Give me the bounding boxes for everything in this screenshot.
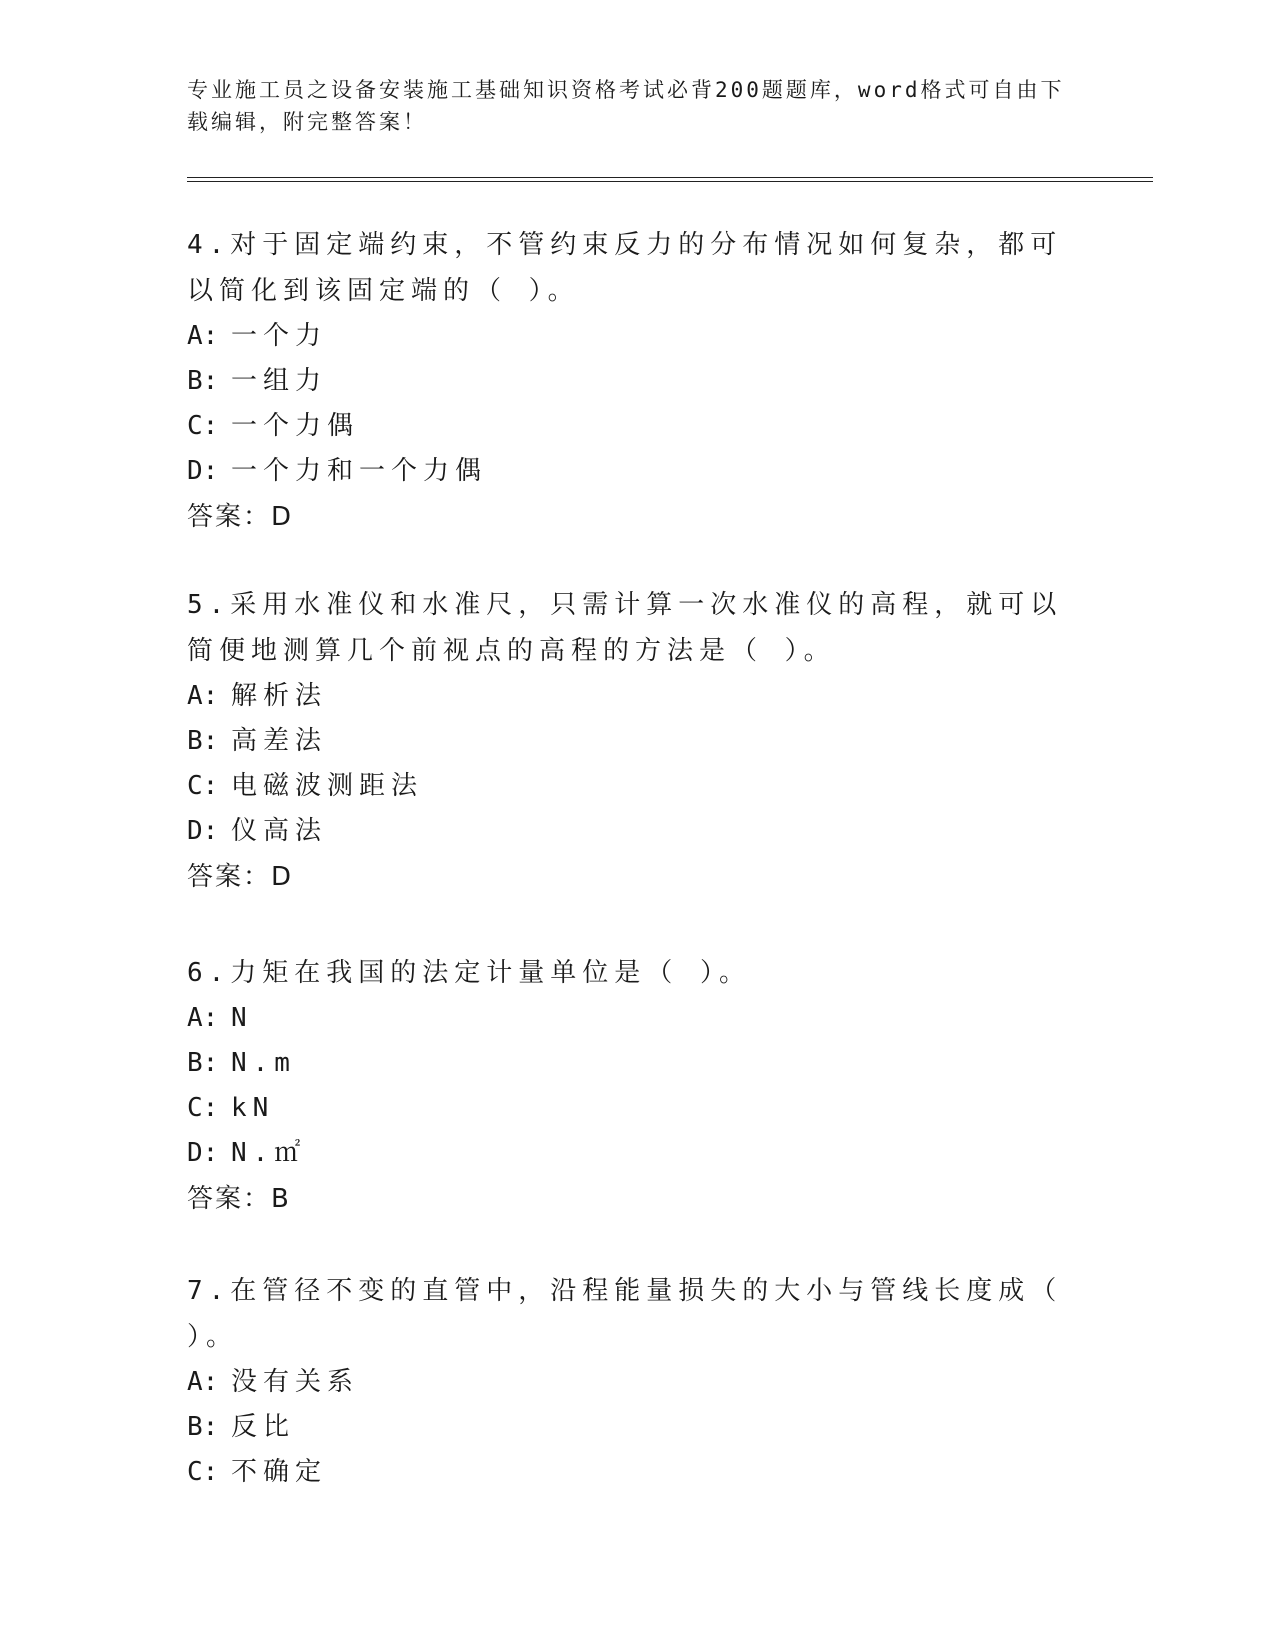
option-a [187,996,1067,1041]
option-a [187,1360,1067,1405]
option-c [187,1086,1067,1131]
option-letter: C: [187,771,219,801]
option-text: 一个力 [231,321,328,351]
question-stem: 6.力矩在我国的法定计量单位是（ ）。 [187,958,751,988]
answer-line: 答案：D [187,502,294,532]
document-header [187,74,1067,138]
question-6 [187,950,1067,1222]
option-d [187,449,1067,494]
option-letter: B: [187,1412,219,1442]
option-b [187,359,1067,404]
option-d [187,1131,1067,1176]
option-letter: B: [187,1048,219,1078]
option-letter: A: [187,681,219,711]
question-7 [187,1268,1067,1495]
option-d [187,809,1067,854]
question-stem: 5.采用水准仪和水准尺，只需计算一次水准仪的高程，就可以简便地测算几个前视点的高程的方法是（ ）。 [187,590,1063,666]
option-letter: C: [187,1093,219,1123]
option-text: 一个力和一个力偶 [231,456,488,486]
option-letter: C: [187,411,219,441]
question-stem: 4.对于固定端约束，不管约束反力的分布情况如何复杂，都可以简化到该固定端的（ ）。 [187,230,1063,306]
option-letter: D: [187,816,219,846]
answer-line: 答案：D [187,862,294,892]
option-c [187,1450,1067,1495]
option-text: N.㎡ [231,1138,307,1168]
option-text: 解析法 [231,681,328,711]
option-letter: A: [187,321,219,351]
option-text: 仪高法 [231,816,328,846]
option-letter: C: [187,1457,219,1487]
option-a [187,674,1067,719]
option-b [187,1405,1067,1450]
option-text: 电磁波测距法 [231,771,424,801]
option-letter: B: [187,366,219,396]
option-a [187,314,1067,359]
option-letter: D: [187,1138,219,1168]
header-text: 专业施工员之设备安装施工基础知识资格考试必背200题题库，word格式可自由下载编辑，附完整答案！ [187,78,1065,134]
option-text: 一个力偶 [231,411,360,441]
option-text: N.m [231,1048,296,1078]
answer-line: 答案：B [187,1184,291,1214]
option-text: 一组力 [231,366,328,396]
option-letter: B: [187,726,219,756]
option-c [187,764,1067,809]
option-letter: A: [187,1003,219,1033]
option-b [187,1041,1067,1086]
question-stem: 7.在管径不变的直管中，沿程能量损失的大小与管线长度成（ ）。 [187,1276,1063,1352]
header-divider [187,177,1153,182]
option-letter: A: [187,1367,219,1397]
option-c [187,404,1067,449]
option-text: 反比 [231,1412,296,1442]
option-b [187,719,1067,764]
option-letter: D: [187,456,219,486]
option-text: kN [231,1093,275,1123]
option-text: 高差法 [231,726,328,756]
question-4 [187,222,1067,540]
option-text: N [231,1003,253,1033]
option-text: 没有关系 [231,1367,360,1397]
option-text: 不确定 [231,1457,328,1487]
question-5 [187,582,1067,900]
